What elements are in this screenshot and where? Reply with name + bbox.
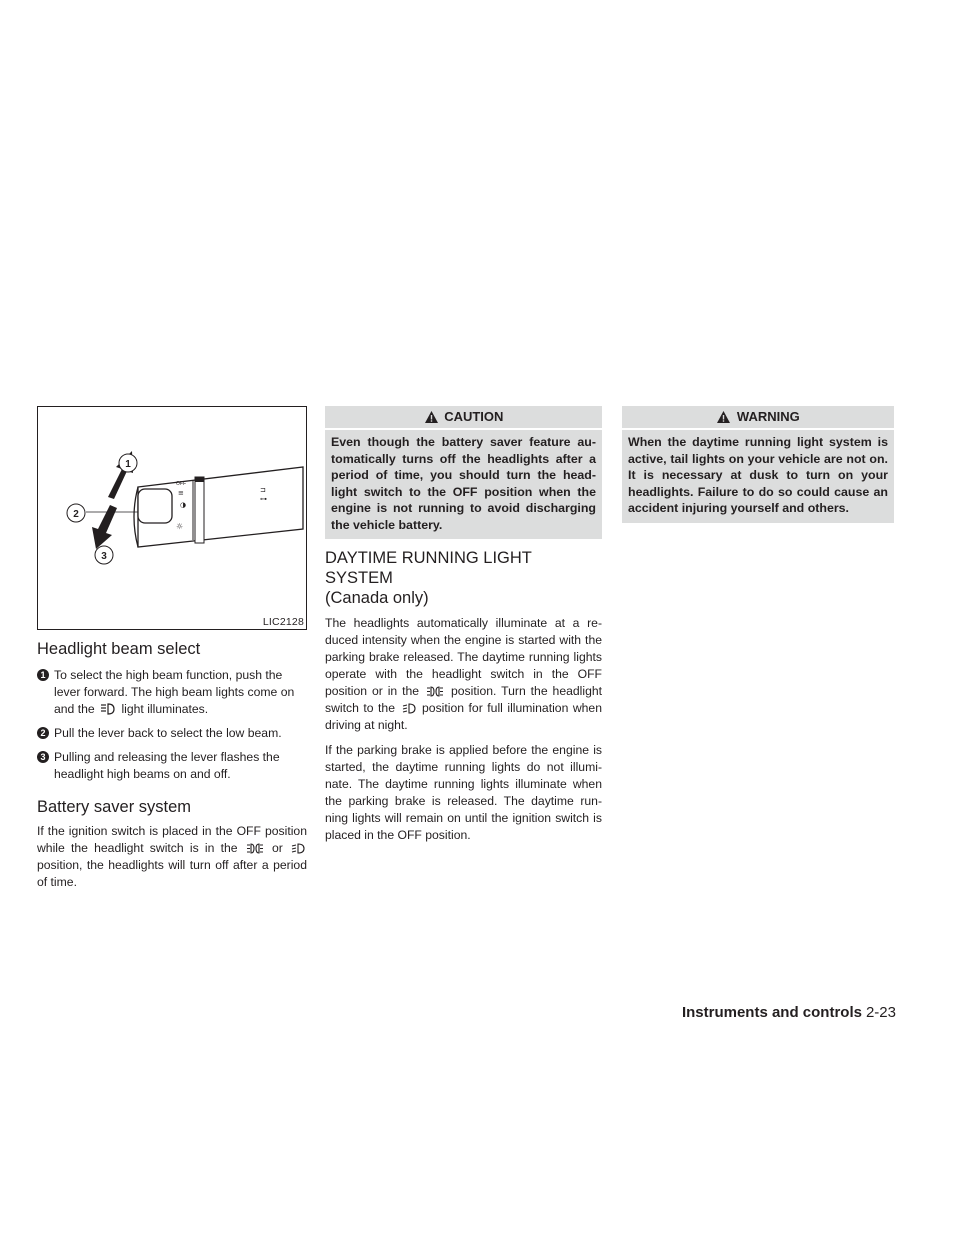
drl-p1-c: position for full illumination when driving at night. xyxy=(325,701,602,732)
caution-header xyxy=(325,406,602,430)
battery-saver-text-a: If the ignition switch is placed in the OFF position while the headlight switch is in the xyxy=(37,824,307,855)
headlight-icon xyxy=(402,703,416,714)
svg-text:◑: ◑ xyxy=(180,501,187,509)
step-text: Pulling and releasing the lever flashes the headlight high beams on and off. xyxy=(54,750,280,781)
step-text: Pull the lever back to select the low beam. xyxy=(54,726,282,740)
figure-id: LIC2128 xyxy=(262,616,304,628)
battery-saver-text-c: position, the headlights will turn off after a period of time. xyxy=(37,858,307,889)
callout-2: 2 xyxy=(73,509,79,520)
drl-p1-a: The headlights automatically illuminate at a re-duced intensity when the engine is started with the parking brake released. The daytime running lights operate with the headlight switch in the OFF position or in the xyxy=(325,616,602,698)
step-1 xyxy=(37,667,307,718)
svg-text:☼: ☼ xyxy=(176,522,184,531)
page-footer xyxy=(682,1004,896,1021)
warning-title: WARNING xyxy=(736,409,800,424)
svg-text:⊐: ⊐ xyxy=(260,486,266,494)
footer-section-title: Instruments and controls xyxy=(681,1004,862,1021)
step-text: To select the high beam function, push the lever forward. The high beam lights come on and the xyxy=(54,668,295,716)
warning-header xyxy=(622,406,894,430)
warning-triangle-icon xyxy=(424,410,439,424)
headlight-lever-figure xyxy=(37,406,307,630)
drl-heading xyxy=(325,548,602,608)
battery-saver-text xyxy=(37,823,307,891)
parking-light-icon xyxy=(426,686,444,697)
battery-saver-heading: Battery saver system xyxy=(37,798,192,816)
caution-text: Even though the battery saver feature au-tomatically turns off the headlights after a period of time, you should turn the head-light switch to the OFF position when the engine is not running to avoid discharging the vehicle battery. xyxy=(331,435,596,532)
lever-illustration xyxy=(38,407,306,629)
drl-paragraph-2: If the parking brake is applied before the engine is started, the daytime running lights do not illumi-nate. The daytime running lights illuminate when the parking brake is released. The daytime run-ning lights will remain on until the ignition switch is placed in the OFF position. xyxy=(325,743,602,842)
headlight-beam-select-heading: Headlight beam select xyxy=(37,640,201,658)
callout-3: 3 xyxy=(101,551,107,562)
headlight-icon xyxy=(291,843,305,854)
step-text-end: light illuminates. xyxy=(121,702,209,716)
step-number: 1 xyxy=(37,669,49,681)
middle-column xyxy=(325,406,602,844)
step-number: 3 xyxy=(37,751,49,763)
high-beam-indicator-icon xyxy=(100,703,116,715)
left-column xyxy=(37,406,307,891)
step-2 xyxy=(37,725,307,742)
warning-text: When the daytime running light system is active, tail lights on your vehicle are not on. It is necessary at dusk to turn on your headlights. Failure to do so could cause an accident injuring yourself and others. xyxy=(628,435,888,515)
drl-heading-line2: (Canada only) xyxy=(325,589,429,607)
page-number: 2-23 xyxy=(865,1004,896,1021)
svg-text:⊶: ⊶ xyxy=(260,495,267,503)
caution-title: CAUTION xyxy=(444,409,504,424)
warning-triangle-icon xyxy=(716,410,731,424)
right-column xyxy=(622,406,894,523)
switch-off-label: OFF xyxy=(176,481,186,487)
caution-box xyxy=(325,406,602,539)
parking-light-icon xyxy=(246,843,264,854)
drl-paragraph-1 xyxy=(325,615,602,734)
step-3 xyxy=(37,749,307,783)
drl-p1-b: position. Turn the headlight switch to the xyxy=(325,684,603,715)
svg-text:≡: ≡ xyxy=(178,489,184,497)
battery-saver-text-b: or xyxy=(271,841,283,855)
callout-1: 1 xyxy=(125,459,131,470)
drl-heading-line1: DAYTIME RUNNING LIGHT SYSTEM xyxy=(325,549,532,587)
warning-box xyxy=(622,406,894,523)
step-number: 2 xyxy=(37,727,49,739)
